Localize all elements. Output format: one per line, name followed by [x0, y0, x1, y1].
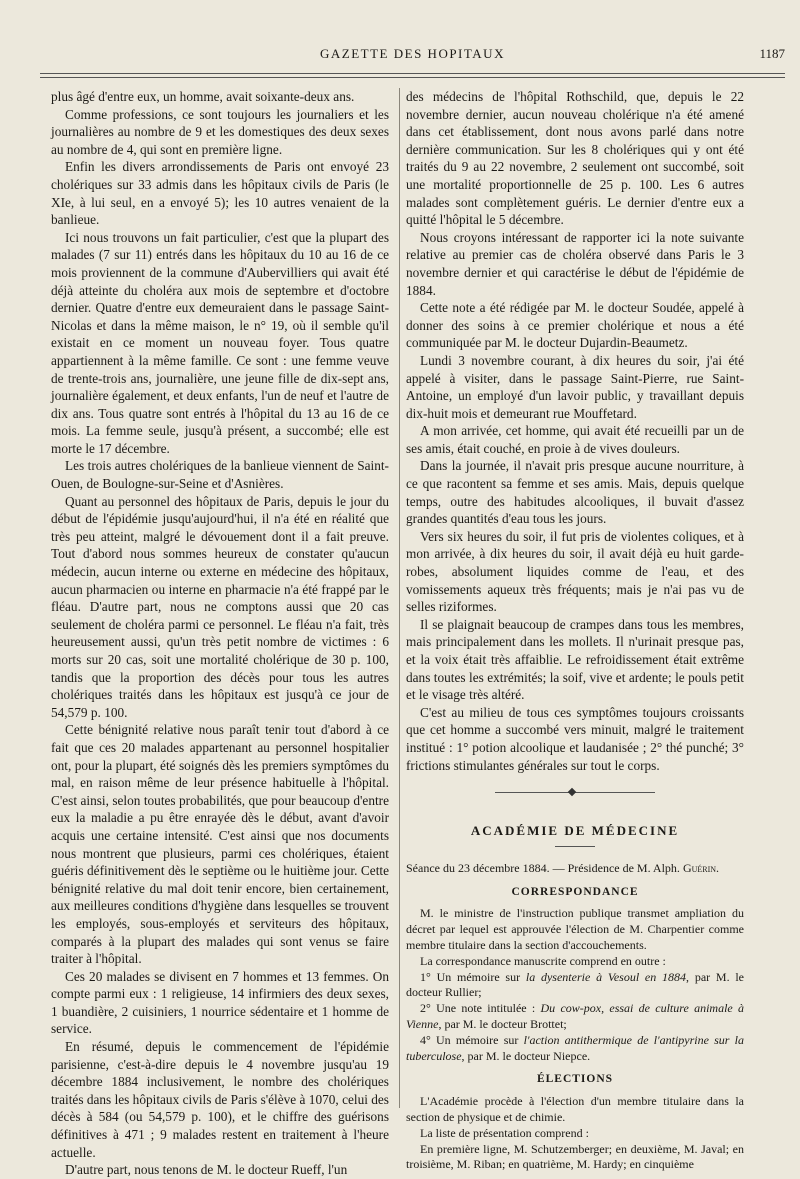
- paragraph: Nous croyons intéressant de rapporter ici la note suivante relative au premier cas de choléra observé dans Paris le 3 novembre dernier et qui caractérise le début de l'épidémie de 1884.: [406, 229, 744, 298]
- header-rule: [40, 73, 785, 74]
- paragraph: L'Académie procède à l'élection d'un membre titulaire dans la section de physique et de chimie.: [406, 1094, 744, 1124]
- list-item: 1° Un mémoire sur la dysenterie à Vesoul en 1884, par M. le docteur Rullier;: [406, 969, 745, 1000]
- seance-line: Séance du 23 décembre 1884. — Présidence de M. Alph. Guérin.: [406, 860, 720, 875]
- paragraph: Cette bénignité relative nous paraît tenir tout d'abord à ce fait que ces 20 malades appartenant au personnel hospitalier ont, pour la plupart, été soignés dès les premiers symptômes du mal, en raison même de leur présence habituelle à l'hôpital. C'est ainsi, selon toutes probabilités, que pour beaucoup d'entre eux la maladie a pu être enrayée dès le début, avant d'avoir acquis une certaine intensité. C'est ainsi que nos documents nous montrent que plusieurs, parmi ces cholériques, étaient guéris définitivement dès le septième ou le huitième jour. Cette bénignité relative du mal doit tenir encore, bien certainement, aux meilleures conditions d'hygiène dans lesquelles se trouvent les employés, sous-employés et serviteurs des hôpitaux, comparés à la plupart des malades qui sont venus se faire traiter à l'hôpital.: [51, 722, 389, 967]
- paragraph: Dans la journée, il n'avait pris presque aucune nourriture, à ce que racontent sa femme et ses amis. Mais, depuis quelque temps, outre des habitudes alcooliques, il buvait d'assez grandes quantités d'eau tous les jours.: [406, 458, 744, 527]
- subsection-heading: CORRESPONDANCE: [511, 885, 639, 898]
- page-header: [40, 46, 785, 64]
- journal-title: GAZETTE DES HOPITAUX: [320, 46, 505, 61]
- paragraph: Ces 20 malades se divisent en 7 hommes et 13 femmes. On compte parmi eux : 1 religieuse, 14 infirmiers des deux sexes, 1 buandière, 2 cuisiniers, 1 nourrice sédentaire et 1 homme de service.: [51, 968, 389, 1037]
- left-column: [51, 88, 389, 1179]
- paragraph: D'autre part, nous tenons de M. le docteur Rueff, l'un: [65, 1162, 348, 1178]
- paragraph: Enfin les divers arrondissements de Paris ont envoyé 23 cholériques sur 33 admis dans les hôpitaux civils de Paris (le XIe, à lui seul, en a envoyé 5); les 10 autres venaient de la banlieue.: [51, 159, 389, 228]
- ornament-separator: [495, 788, 655, 796]
- list-item: 2° Une note intitulée : Du cow-pox, essai de culture animale à Vienne, par M. le docteur Brottet;: [406, 1001, 745, 1031]
- subsection-heading: ÉLECTIONS: [536, 1073, 614, 1086]
- president-name: Guérin: [682, 860, 717, 875]
- paragraph: La liste de présentation comprend :: [420, 1125, 589, 1140]
- paragraph: Comme professions, ce sont toujours les journaliers et les journalières au nombre de 9 et les domestiques des deux sexes au nombre de 4, qui sont en première ligne.: [51, 106, 389, 157]
- paragraph: Les trois autres cholériques de la banlieue viennent de Saint-Ouen, de Boulogne-sur-Seine et d'Asnières.: [51, 458, 389, 492]
- paragraph: C'est au milieu de tous ces symptômes toujours croissants que cet homme a succombé vers minuit, malgré le traitement institué : 1° potion alcoolique et laudanisée ; 2° thé punché; 3° frictions stimulantes générales sur tout le corps.: [406, 704, 744, 773]
- column-divider: [399, 88, 400, 1108]
- paragraph: En première ligne, M. Schutzemberger; en deuxième, M. Javal; en troisième, M. Riban; en quatrième, M. Hardy; en cinquième: [406, 1141, 744, 1172]
- paragraph: Ici nous trouvons un fait particulier, c'est que la plupart des malades (7 sur 11) entrés dans les hôpitaux du 10 au 16 de ce mois proviennent de la commune d'Aubervilliers qui avait été déjà atteinte du choléra aux mois de septembre et d'octobre dernier. Quatre d'entre eux demeuraient dans le passage Saint-Nicolas et dans la même maison, le n° 19, où il semble qu'il existait en ce moment un nouveau foyer. Tous quatre appartiennent à la même famille. Ce sont : une femme veuve de trente-trois ans, journalière, une jeune fille de dix-sept ans, journalière également, et deux enfants, l'un de neuf et l'autre de dix ans. Tous quatre sont entrés à l'hôpital du 13 au 16 de ce mois. La femme seule, jusqu'à présent, a succombé; elle est morte le 17 décembre.: [51, 229, 389, 456]
- diamond-ornament-icon: [568, 788, 576, 796]
- paragraph: plus âgé d'entre eux, un homme, avait soixante-deux ans.: [51, 89, 355, 104]
- paragraph: des médecins de l'hôpital Rothschild, que, depuis le 22 novembre dernier, aucun nouveau cholérique n'a été amené dans cet établissement, dont nous avons parlé dans notre dernière communication. Sur les 8 cholériques qui y ont été traités du 9 au 22 novembre, 2 seulement ont succombé, soit une mortalité proportionnelle de 25 p. 100. Les 6 autres malades sont complètement guéris. Le dernier d'entre eux a quitté l'hôpital le 5 décembre.: [406, 89, 744, 228]
- paragraph: Vers six heures du soir, il fut pris de violentes coliques, et à mon arrivée, à dix heures du soir, il avait déjà eu huit garde-robes, absolument liquides comme de l'eau, et des vomissements aqueux très fréquents; mais je n'ai pas vu de selles riziformes.: [406, 528, 744, 615]
- academie-section: [406, 861, 744, 1173]
- section-rule: [555, 846, 595, 847]
- paragraph: A mon arrivée, cet homme, qui avait été recueilli par un de ses amis, était couché, en proie à de vives douleurs.: [406, 423, 744, 456]
- paragraph: Quant au personnel des hôpitaux de Paris, depuis le jour du début de l'épidémie jusqu'aujourd'hui, il n'a été en réalité que très peu atteint, malgré le dévouement dont il a fait preuve. Tout d'abord nous sommes heureux de constater qu'aucun médecin, aucun interne ou externe en médecine des hôpitaux, aucun pharmacien ou interne en pharmacie n'a été frappé par le fléau. D'autre part, nous ne comptons aussi que 20 cas seulement de choléra parmi ce personnel. Le fléau n'a fait, très heureusement aussi, qu'un très petit nombre de victimes : 6 morts sur 20 cas, soit une mortalité cholérique de 30 p. 100, tandis que la proportion des décès pour tous les autres cholériques traités dans les hôpitaux est jusqu'à ce jour de 54,579 p. 100.: [51, 493, 389, 720]
- paragraph: La correspondance manuscrite comprend en outre :: [420, 953, 666, 968]
- right-column: [406, 88, 744, 1173]
- header-rule-double: [40, 77, 785, 78]
- paragraph: M. le ministre de l'instruction publique transmet ampliation du décret par lequel est approuvée l'élection de M. Charpentier comme membre titulaire dans la section d'accouchements.: [406, 906, 744, 952]
- list-item: 4° Un mémoire sur l'action antithermique de l'antipyrine sur la tuberculose, par M. le docteur Niepce.: [406, 1032, 745, 1063]
- paragraph: En résumé, depuis le commencement de l'épidémie parisienne, c'est-à-dire depuis le 4 novembre jusqu'au 19 décembre 1884 inclusivement, le nombre des cholériques traités dans les hôpitaux civils de Paris s'élève à 1070, celui des décès à 584 (ou 54,579 p. 100), et le chiffre des guérisons définitives à 471 ; 9 malades restent en traitement à l'heure actuelle.: [51, 1039, 389, 1160]
- paragraph: Cette note a été rédigée par M. le docteur Soudée, appelé à donner des soins à ce premier cholérique et nous a été communiquée par M. le docteur Dujardin-Beaumetz.: [406, 300, 744, 351]
- page-number: 1187: [759, 46, 785, 61]
- paragraph: Il se plaignait beaucoup de crampes dans tous les membres, mais principalement dans les mollets. Il n'urinait presque pas, et la voix était très affaiblie. Le refroidissement était extrême dans toutes les extrémités; la soif, vive et ardente; le pouls petit et le visage très altéré.: [406, 616, 744, 703]
- section-title: ACADÉMIE DE MÉDECINE: [470, 823, 680, 839]
- paragraph: Lundi 3 novembre courant, à dix heures du soir, j'ai été appelé à visiter, dans le passage Saint-Pierre, rue Saint-Antoine, un employé d'un lavoir public, y travaillant depuis dix-huit mois et demeurant rue Mouffetard.: [406, 352, 744, 421]
